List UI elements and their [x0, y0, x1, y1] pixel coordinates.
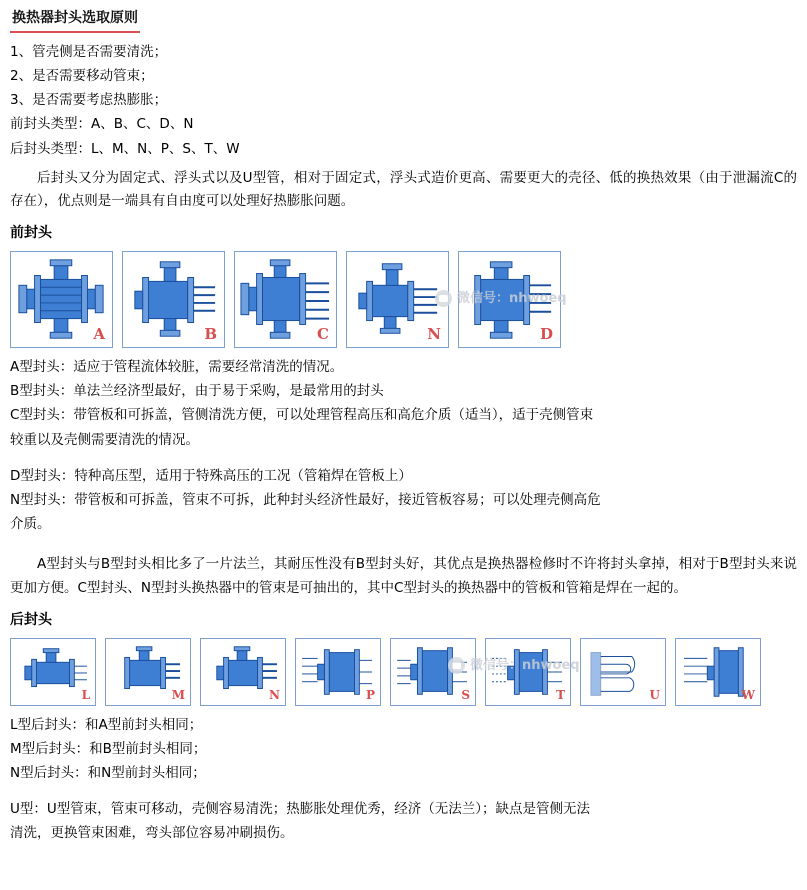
front-desc-line: 较重以及壳侧需要清洗的情况。	[10, 431, 199, 448]
figure-front-n	[346, 251, 449, 348]
figure-front-a	[10, 251, 113, 348]
figure-rear-u	[580, 638, 666, 706]
intro-list	[10, 41, 797, 161]
figure-label: L	[81, 687, 90, 702]
front-desc-line: 介质。	[10, 516, 51, 533]
figure-label: B	[204, 324, 217, 343]
figure-label: U	[649, 687, 660, 702]
rear-head-heading: 后封头	[10, 611, 52, 628]
page-title: 换热器封头选取原则	[10, 8, 140, 33]
figure-label: M	[171, 687, 185, 702]
rear-desc-line: U型：U型管束，管束可移动，壳侧容易清洗；热膨胀处理优秀，经济（无法兰）；缺点是管侧无法	[10, 801, 591, 818]
figure-rear-s	[390, 638, 476, 706]
figure-label: T	[556, 687, 565, 702]
front-head-figure-row	[10, 251, 797, 348]
intro-line: 2、是否需要移动管束；	[10, 67, 154, 84]
front-desc-line: A型封头：适应于管程流体较脏，需要经常清洗的情况。	[10, 358, 344, 375]
figure-rear-l	[10, 638, 96, 706]
watermark-text: 微信号：nhwoeq	[457, 290, 567, 306]
spacer	[10, 786, 797, 796]
figure-label: C	[317, 324, 329, 343]
rear-desc-line: N型后封头：和N型前封头相同；	[10, 765, 206, 781]
intro-line: 3、是否需要考虑热膨胀；	[10, 92, 168, 109]
front-desc-line: C型封头：带管板和可拆盖，管侧清洗方便，可以处理管程高压和高危介质（适当），适于壳侧管束	[10, 407, 594, 424]
rear-desc-line: L型后封头：和A型前封头相同；	[10, 716, 203, 733]
figure-front-c	[234, 251, 337, 348]
spacer	[10, 537, 797, 547]
figure-rear-t	[485, 638, 571, 706]
figure-front-d	[458, 251, 561, 348]
figure-label: N	[269, 687, 280, 702]
spacer	[10, 453, 797, 463]
figure-label: S	[461, 687, 470, 702]
front-head-heading: 前封头	[10, 225, 52, 242]
front-desc-line: B型封头：单法兰经济型最好，由于易于采购，是最常用的封头	[10, 383, 384, 400]
figure-rear-p	[295, 638, 381, 706]
figure-rear-m	[105, 638, 191, 706]
figure-front-b	[122, 251, 225, 348]
intro-line: 前封头类型：A、B、C、D、N	[10, 116, 194, 133]
front-head-descriptions	[10, 356, 797, 452]
figure-rear-w	[675, 638, 761, 706]
figure-label: N	[427, 324, 441, 343]
rear-desc-line: 清洗，更换管束困难，弯头部位容易冲刷损伤。	[10, 825, 294, 842]
rear-head-figure-row	[10, 638, 797, 706]
figure-label: D	[539, 324, 553, 343]
front-desc-line: N型封头：带管板和可拆盖，管束不可拆，此种封头经济性最好，接近管板容易；可以处理壳侧高危	[10, 492, 601, 508]
figure-rear-n	[200, 638, 286, 706]
compare-paragraph: A型封头与B型封头相比多了一片法兰，其耐压性没有B型封头好，其优点是换热器检修时不许将封头拿掉，相对于B型封头来说更加方便。C型封头、N型封头换热器中的管束是可抽出的，其中C型封头的换热器中的管板和管箱是焊在一起的。	[10, 556, 797, 596]
intro-line: 后封头类型：L、M、N、P、S、T、W	[10, 140, 240, 157]
watermark-text: 微信号：nhwoeq	[470, 657, 580, 673]
rear-head-descriptions-2	[10, 798, 797, 845]
figure-label: W	[741, 687, 755, 702]
figure-label: P	[365, 687, 375, 702]
figure-label: A	[93, 324, 105, 343]
front-head-descriptions-2	[10, 465, 797, 537]
front-desc-line: D型封头：特种高压型，适用于特殊高压的工况（管箱焊在管板上）	[10, 467, 412, 484]
intro-line: 1、管壳侧是否需要清洗；	[10, 43, 168, 60]
rear-desc-line: M型后封头：和B型前封头相同；	[10, 740, 207, 757]
rear-head-descriptions	[10, 714, 797, 786]
intro-paragraph: 后封头又分为固定式、浮头式以及U型管，相对于固定式，浮头式造价更高、需要更大的壳径、低的换热效果（由于泄漏流C的存在），优点则是一端具有自由度可以处理好热膨胀问题。	[10, 169, 797, 209]
